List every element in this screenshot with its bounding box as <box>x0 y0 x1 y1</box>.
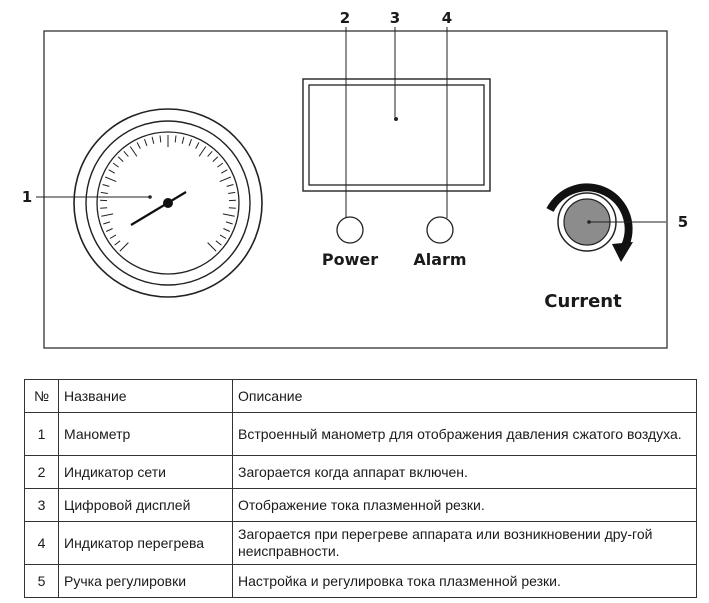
current-knob <box>550 187 633 262</box>
gauge-tick <box>101 214 113 216</box>
gauge-tick <box>124 151 129 156</box>
gauge-tick <box>160 136 161 143</box>
gauge-tick <box>228 192 235 193</box>
row-num: 1 <box>25 413 59 456</box>
gauge-tick <box>115 241 121 245</box>
header-num: № <box>25 380 59 413</box>
gauge-tick <box>208 243 217 252</box>
row-name: Цифровой дисплей <box>59 489 233 522</box>
gauge-tick <box>137 142 140 148</box>
row-description: Загорается при перегреве аппарата или возникновении дру-гой неисправности. <box>233 522 697 565</box>
alarm-label: Alarm <box>413 250 467 269</box>
table-row <box>25 522 697 565</box>
pressure-gauge <box>74 109 262 297</box>
gauge-tick <box>223 229 229 232</box>
gauge-tick <box>213 157 218 162</box>
gauge-tick <box>130 147 137 157</box>
gauge-tick <box>152 137 154 144</box>
gauge-tick <box>113 163 119 167</box>
gauge-tick <box>217 163 223 167</box>
callout-1: 1 <box>21 188 33 206</box>
arrow-head-icon <box>612 242 633 262</box>
table-row <box>25 413 697 456</box>
table-row <box>25 489 697 522</box>
gauge-tick <box>182 137 184 144</box>
gauge-tick <box>145 139 147 146</box>
row-num: 4 <box>25 522 59 565</box>
header-description: Описание <box>233 380 697 413</box>
gauge-tick <box>220 235 226 239</box>
gauge-tick <box>189 139 191 146</box>
gauge-tick <box>226 222 233 224</box>
gauge-tick <box>220 177 231 182</box>
gauge-tick <box>110 235 116 239</box>
callout-5: 5 <box>677 213 689 231</box>
gauge-tick <box>103 222 110 224</box>
gauge-tick <box>118 157 123 162</box>
power-indicator-lamp <box>337 217 363 243</box>
gauge-tick <box>120 243 128 252</box>
alarm-indicator-lamp <box>427 217 453 243</box>
gauge-tick <box>216 241 222 245</box>
row-num: 3 <box>25 489 59 522</box>
gauge-tick <box>223 214 235 216</box>
callout-4: 4 <box>441 9 453 27</box>
gauge-tick <box>208 151 213 156</box>
row-name: Индикатор перегрева <box>59 522 233 565</box>
header-name: Название <box>59 380 233 413</box>
row-description: Отображение тока плазменной резки. <box>233 489 697 522</box>
gauge-tick <box>109 170 115 173</box>
power-label: Power <box>321 250 379 269</box>
current-label: Current <box>544 291 622 312</box>
gauge-tick <box>199 147 206 157</box>
row-name: Индикатор сети <box>59 456 233 489</box>
gauge-tick <box>196 142 199 148</box>
row-description: Загорается когда аппарат включен. <box>233 456 697 489</box>
gauge-tick <box>175 136 176 143</box>
row-num: 5 <box>25 565 59 598</box>
row-name: Манометр <box>59 413 233 456</box>
gauge-tick <box>100 208 107 209</box>
row-description: Встроенный манометр для отображения давления сжатого воздуха. <box>233 413 697 456</box>
row-name: Ручка регулировки <box>59 565 233 598</box>
row-num: 2 <box>25 456 59 489</box>
gauge-tick <box>101 192 108 193</box>
gauge-needle-hub <box>163 198 173 208</box>
specification-table <box>24 379 697 598</box>
gauge-tick <box>106 229 112 232</box>
gauge-tick <box>221 170 227 173</box>
digital-display <box>303 79 490 191</box>
gauge-tick <box>227 185 234 187</box>
table-row <box>25 565 697 598</box>
gauge-tick <box>229 208 236 209</box>
gauge-tick <box>105 177 116 182</box>
row-description: Настройка и регулировка тока плазменной резки. <box>233 565 697 598</box>
table-header-row <box>25 380 697 413</box>
table-row <box>25 456 697 489</box>
callout-2: 2 <box>339 9 351 27</box>
gauge-tick <box>103 185 110 187</box>
callout-3: 3 <box>389 9 401 27</box>
gauge-ticks <box>100 135 236 251</box>
